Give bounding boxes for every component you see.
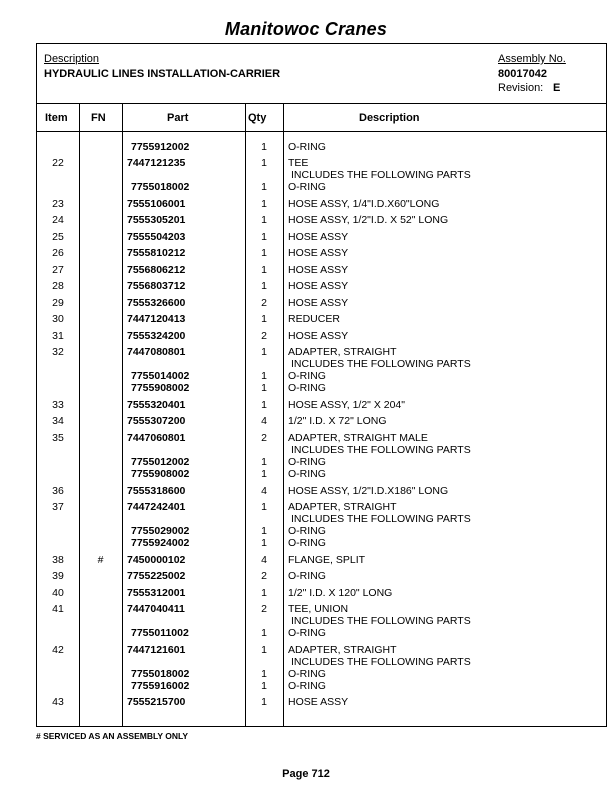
part-number: 7755916002 [131,680,190,692]
quantity: 1 [261,141,267,153]
item-number: 35 [52,432,64,444]
table-row [37,485,606,497]
item-number: 24 [52,214,64,226]
part-number: 7555305201 [127,214,186,226]
quantity: 1 [261,157,267,169]
item-number: 30 [52,313,64,325]
table-row [37,432,606,444]
part-number: 7447242401 [127,501,186,513]
part-number: 7447121601 [127,644,186,656]
part-number: 7755011002 [131,627,189,639]
table-row [37,141,606,153]
quantity: 1 [261,501,267,513]
quantity: 1 [261,696,267,708]
quantity: 2 [261,297,267,309]
table-row [37,525,606,537]
part-number: 7755012002 [131,456,190,468]
part-description: O-RING [288,627,326,639]
part-description: FLANGE, SPLIT [288,554,366,566]
part-number: 7447060801 [127,432,186,444]
item-number: 34 [52,415,64,427]
assembly-header [37,44,606,104]
item-number: 25 [52,231,64,243]
table-row [37,264,606,276]
part-description: HOSE ASSY, 1/2"I.D.X186" LONG [288,485,449,497]
part-number: 7755018002 [131,668,190,680]
quantity: 1 [261,198,267,210]
part-number: 7447040411 [127,603,185,615]
quantity: 1 [261,680,267,692]
part-description: TEE [288,157,309,169]
table-row [37,198,606,210]
part-description: 1/2" I.D. X 72" LONG [288,415,387,427]
part-number: 7447120413 [127,313,186,325]
part-number: 7555810212 [127,247,186,259]
table-row [37,157,606,169]
quantity: 1 [261,399,267,411]
part-number: 7755912002 [131,141,190,153]
column-header-qty: Qty [248,112,267,124]
item-number: 36 [52,485,64,497]
part-description: HOSE ASSY, 1/4"I.D.X60"LONG [288,198,440,210]
table-row [37,231,606,243]
table-row [37,656,606,668]
table-row [37,297,606,309]
table-row [37,644,606,656]
item-number: 33 [52,399,64,411]
part-number: 7555318600 [127,485,186,497]
part-description: HOSE ASSY, 1/2" X 204" [288,399,405,411]
assembly-description: HYDRAULIC LINES INSTALLATION-CARRIER [44,68,281,80]
part-description: O-RING [288,468,326,480]
part-number: 7755018002 [131,181,190,193]
item-number: 43 [52,696,64,708]
column-header-item: Item [45,112,68,124]
part-number: 7555326600 [127,297,186,309]
item-number: 38 [52,554,64,566]
part-description: O-RING [288,680,326,692]
table-row [37,603,606,615]
part-number: 7450000102 [127,554,186,566]
table-row [37,358,606,370]
quantity: 1 [261,346,267,358]
quantity: 4 [261,485,267,497]
part-description: HOSE ASSY [288,297,349,309]
part-number: 7447080801 [127,346,186,358]
table-row [37,570,606,582]
item-number: 41 [52,603,64,615]
item-number: 27 [52,264,64,276]
item-number: 39 [52,570,64,582]
table-row [37,399,606,411]
table-row [37,346,606,358]
part-description: REDUCER [288,313,340,325]
part-number: 7755225002 [127,570,186,582]
item-number: 42 [52,644,64,656]
quantity: 1 [261,668,267,680]
part-description: INCLUDES THE FOLLOWING PARTS [291,513,471,525]
part-number: 7556803712 [127,280,186,292]
quantity: 1 [261,382,267,394]
table-row [37,330,606,342]
quantity: 1 [261,644,267,656]
table-row [37,247,606,259]
table-row [37,627,606,639]
part-description: HOSE ASSY [288,231,349,243]
part-number: 7555320401 [127,399,186,411]
part-description: HOSE ASSY [288,264,349,276]
table-row [37,501,606,513]
item-number: 28 [52,280,64,292]
quantity: 1 [261,181,267,193]
quantity: 1 [261,370,267,382]
quantity: 1 [261,537,267,549]
table-row [37,668,606,680]
part-number: 7755014002 [131,370,190,382]
table-row [37,214,606,226]
table-row [37,537,606,549]
quantity: 2 [261,330,267,342]
item-number: 40 [52,587,64,599]
table-row [37,169,606,181]
quantity: 4 [261,415,267,427]
table-row [37,680,606,692]
part-description: HOSE ASSY [288,330,349,342]
revision-value: E [553,82,561,94]
part-description: O-RING [288,668,326,680]
part-number: 7555504203 [127,231,186,243]
part-description: O-RING [288,537,326,549]
quantity: 1 [261,231,267,243]
quantity: 1 [261,264,267,276]
part-description: INCLUDES THE FOLLOWING PARTS [291,656,471,668]
table-row [37,513,606,525]
part-description: O-RING [288,370,326,382]
part-description: INCLUDES THE FOLLOWING PARTS [291,444,471,456]
description-label: Description [44,53,100,65]
table-row [37,615,606,627]
part-description: INCLUDES THE FOLLOWING PARTS [291,169,471,181]
part-description: O-RING [288,181,326,193]
parts-table-frame [36,43,607,727]
quantity: 1 [261,247,267,259]
part-description: ADAPTER, STRAIGHT [288,644,397,656]
quantity: 1 [261,468,267,480]
part-number: 7755908002 [131,468,190,480]
part-number: 7755924002 [131,537,190,549]
part-description: HOSE ASSY [288,696,349,708]
part-description: O-RING [288,141,326,153]
item-number: 31 [52,330,64,342]
part-number: 7755029002 [131,525,190,537]
table-row [37,382,606,394]
part-description: O-RING [288,525,326,537]
table-row [37,696,606,708]
item-number: 22 [52,157,64,169]
footnote: # SERVICED AS AN ASSEMBLY ONLY [36,731,189,741]
table-row [37,181,606,193]
table-row [37,313,606,325]
part-description: O-RING [288,570,326,582]
column-header-description: Description [359,112,420,124]
part-description: O-RING [288,382,326,394]
part-description: ADAPTER, STRAIGHT [288,501,397,513]
page-title: Manitowoc Cranes [224,19,388,39]
fn-marker: # [97,554,104,566]
assembly-no-label: Assembly No. [498,53,566,65]
table-row [37,280,606,292]
table-row [37,456,606,468]
part-description: INCLUDES THE FOLLOWING PARTS [291,358,471,370]
revision-label: Revision: [498,82,544,94]
part-number: 7555312001 [127,587,186,599]
part-description: INCLUDES THE FOLLOWING PARTS [291,615,471,627]
table-row [37,415,606,427]
part-description: 1/2" I.D. X 120" LONG [288,587,393,599]
item-number: 32 [52,346,64,358]
part-number: 7555106001 [127,198,186,210]
quantity: 4 [261,554,267,566]
part-description: HOSE ASSY [288,247,349,259]
part-description: ADAPTER, STRAIGHT MALE [288,432,428,444]
quantity: 2 [261,570,267,582]
quantity: 1 [261,313,267,325]
part-description: HOSE ASSY, 1/2"I.D. X 52" LONG [288,214,449,226]
table-row [37,587,606,599]
part-number: 7556806212 [127,264,186,276]
page-number: Page 712 [282,768,330,780]
table-row [37,468,606,480]
quantity: 1 [261,627,267,639]
quantity: 1 [261,456,267,468]
part-number: 7447121235 [127,157,186,169]
item-number: 23 [52,198,64,210]
part-description: O-RING [288,456,326,468]
column-header-fn: FN [91,112,106,124]
quantity: 2 [261,603,267,615]
quantity: 1 [261,280,267,292]
item-number: 26 [52,247,64,259]
part-number: 7555324200 [127,330,186,342]
item-number: 37 [52,501,64,513]
quantity: 1 [261,587,267,599]
quantity: 2 [261,432,267,444]
part-description: TEE, UNION [288,603,349,615]
part-number: 7555307200 [127,415,186,427]
part-number: 7755908002 [131,382,190,394]
table-row [37,444,606,456]
part-description: ADAPTER, STRAIGHT [288,346,397,358]
item-number: 29 [52,297,64,309]
part-description: HOSE ASSY [288,280,349,292]
table-row [37,554,606,566]
column-header-part: Part [167,112,189,124]
part-number: 7555215700 [127,696,186,708]
quantity: 1 [261,525,267,537]
quantity: 1 [261,214,267,226]
table-row [37,370,606,382]
assembly-no: 80017042 [498,68,547,80]
